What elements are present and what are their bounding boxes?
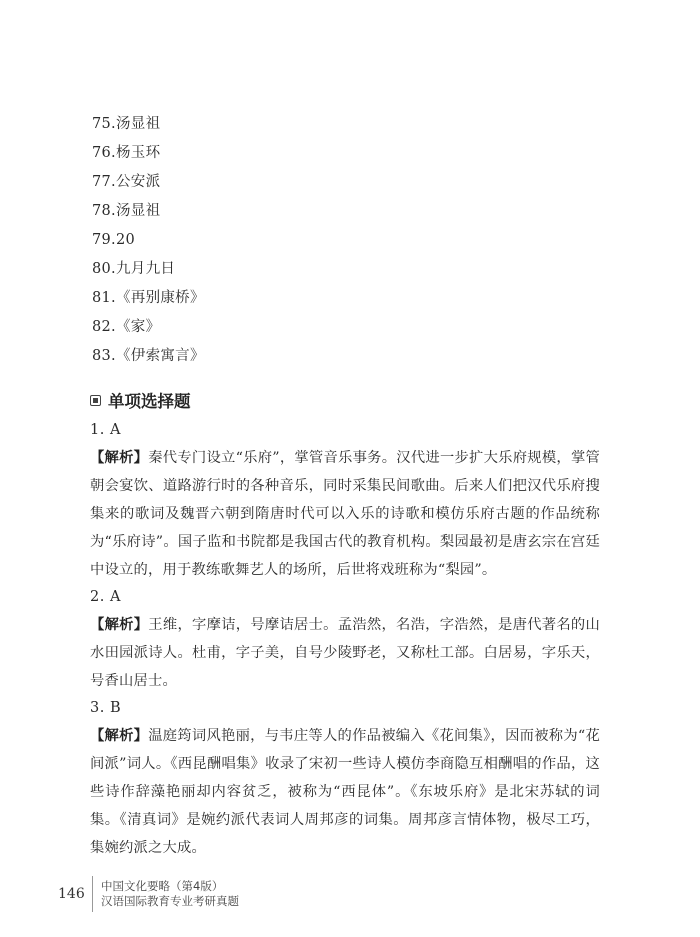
- analysis-label: 【解析】: [90, 617, 149, 633]
- answer-item: [92, 110, 205, 139]
- answer-number: 81.: [92, 290, 116, 306]
- question-answer-label: 2. A: [90, 589, 121, 605]
- analysis-label: 【解析】: [90, 450, 149, 466]
- footer-book-title: 中国文化要略（第4版）: [101, 879, 224, 893]
- question-item: [90, 417, 600, 584]
- answer-number: 83.: [92, 348, 116, 364]
- answer-item: [92, 255, 205, 284]
- square-bullet-icon: [90, 395, 101, 406]
- answer-item: [92, 284, 205, 313]
- answer-number: 75.: [92, 116, 116, 132]
- answer-item: [92, 197, 205, 226]
- answer-number: 79.: [92, 232, 116, 248]
- answer-number: 76.: [92, 145, 116, 161]
- answer-text: 杨玉环: [115, 145, 161, 161]
- answer-text: 《伊索寓言》: [115, 348, 205, 364]
- question-answer-label: 1. A: [90, 422, 121, 438]
- section-title-text: 单项选择题: [108, 392, 191, 411]
- answer-number: 77.: [92, 174, 116, 190]
- footer-book-subtitle: 汉语国际教育专业考研真题: [101, 894, 239, 908]
- answer-number: 78.: [92, 203, 116, 219]
- answer-item: [92, 139, 205, 168]
- question-answer-label: 3. B: [90, 700, 122, 716]
- answer-text: 汤显祖: [115, 203, 161, 219]
- analysis-text: 秦代专门设立“乐府”，掌管音乐事务。汉代进一步扩大乐府规模，掌管朝会宴饮、道路游行时的各种音乐，同时采集民间歌曲。后来人们把汉代乐府搜集来的歌词及魏晋六朝到隋唐时代可以入乐的诗歌和模仿乐府古题的作品统称为“乐府诗”。国子监和书院都是我国古代的教育机构。梨园最初是唐玄宗在宫廷中设立的，用于教练歌舞艺人的场所，后世将戏班称为“梨园”。: [90, 450, 600, 578]
- answer-item: [92, 313, 205, 342]
- choice-answers: [90, 417, 600, 862]
- footer-divider: [92, 876, 93, 912]
- answer-text: 《家》: [115, 319, 161, 335]
- answer-text: 汤显祖: [115, 116, 161, 132]
- analysis-paragraph: [90, 722, 600, 862]
- page-number: 146: [58, 886, 85, 902]
- answer-number: 80.: [92, 261, 116, 277]
- answer-text: 《再别康桥》: [115, 290, 205, 306]
- analysis-text: 温庭筠词风艳丽，与韦庄等人的作品被编入《花间集》，因而被称为“花间派”词人。《西昆酬唱集》收录了宋初一些诗人模仿李商隐互相酬唱的作品，这些诗作辞藻艳丽却内容贫乏，被称为“西昆体”。《东坡乐府》是北宋苏轼的词集。《清真词》是婉约派代表词人周邦彦的词集。周邦彦言情体物，极尽工巧，集婉约派之大成。: [90, 728, 600, 856]
- question-item: [90, 695, 600, 862]
- answer-item: [92, 168, 205, 197]
- answer-text: 20: [115, 232, 136, 248]
- analysis-paragraph: [90, 611, 600, 695]
- page-footer: [58, 876, 239, 912]
- answer-item: [92, 226, 205, 255]
- analysis-label: 【解析】: [90, 728, 149, 744]
- answer-text: 九月九日: [115, 261, 176, 277]
- analysis-text: 王维，字摩诘，号摩诘居士。孟浩然，名浩，字浩然，是唐代著名的山水田园派诗人。杜甫，字子美，自号少陵野老，又称杜工部。白居易，字乐天，号香山居士。: [90, 617, 600, 689]
- answer-item: [92, 342, 205, 371]
- analysis-paragraph: [90, 444, 600, 584]
- footer-book-info: [101, 879, 239, 909]
- section-heading: [90, 388, 191, 412]
- answer-number: 82.: [92, 319, 116, 335]
- answer-text: 公安派: [115, 174, 161, 190]
- question-item: [90, 584, 600, 695]
- fill-in-answer-list: [92, 110, 205, 371]
